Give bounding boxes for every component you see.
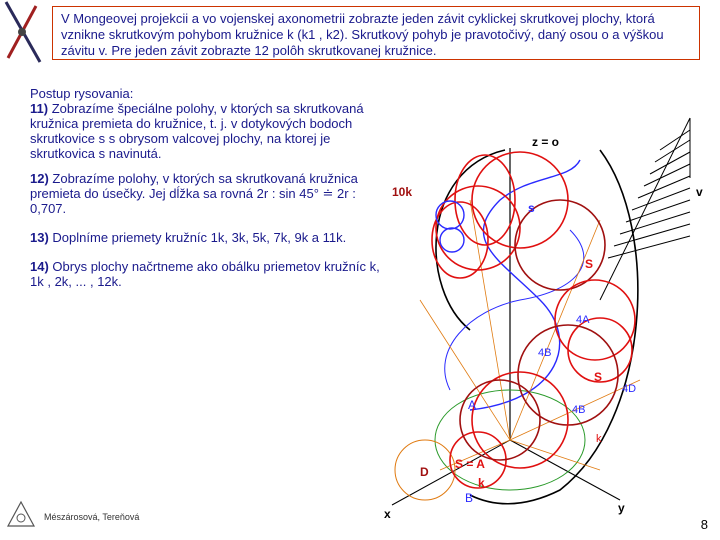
authors: Mészárosová, Tereňová [44,512,140,522]
height-hatch [600,118,690,300]
label-v: v [696,185,703,199]
task-text: V Mongeovej projekcii a vo vojenskej axonometrii zobrazte jeden závit cyklickej skrutkovej plochy, ktorá vznikne skrutkovým pohybom kružnice k (k1 , k2). Skrutkový pohyb je pravotočivý, daný osou o a výškou závitu v. Pre jeden závit zobrazte 12 polôh skrutkovanej kružnice. [61,11,664,58]
label-x: x [384,507,391,521]
label-a4: 4A [576,314,590,326]
label-sa: S = A [455,457,485,471]
step-14-text: Obrys plochy načrtneme ako obálku priemetov kružníc k, 1k , 2k, ... , 12k. [30,259,380,289]
university-logo-icon [6,500,36,530]
step-14-number: 14) [30,259,49,274]
step-13-number: 13) [30,230,49,245]
label-b4b: 4B [572,404,586,416]
label-s2: S [585,257,594,271]
step-13-text: Doplníme priemety kružníc 1k, 3k, 5k, 7k, 9k a 11k. [52,230,347,245]
label-d4: 4D [622,383,637,395]
label-s1: s [528,201,535,215]
label-s3: S [594,370,603,384]
label-axis-zo: z = o [532,135,560,149]
label-k10: 10k [392,185,413,199]
page-number: 8 [700,517,708,532]
label-y: y [618,501,625,515]
label-b: B [465,491,474,505]
label-k1: k [596,433,602,445]
step-12-text: Zobrazíme polohy, v ktorých sa skrutkovaná kružnica premieta do úsečky. Jej dĺžka sa rovná 2r : sin 45° ≐ 2r : 0,707. [30,171,358,216]
drawing-labels [384,135,703,521]
label-d: D [420,465,429,479]
procedure-heading: Postup rysovania: 11) Zobrazíme špeciálne polohy, v ktorých sa skrutkovaná kružnica premieta do kružnice, t. j. v dotykových bodoch skrutkovice s s obrysom valcovej plochy, na ktorej je skrutkovica s navinutá. [30,86,364,161]
label-a: A [468,398,477,412]
step-11-number: 11) [30,101,49,116]
step-12-number: 12) [30,171,49,186]
step-11-text: Zobrazíme špeciálne polohy, v ktorých sa skrutkovaná kružnica premieta do kružnice, t. j. v dotykových bodoch skrutkovice s s obrysom valcovej plochy, na ktorej je skrutkovica s navinutá. [30,101,364,161]
label-k: k [478,476,485,490]
label-b4: 4B [538,347,552,359]
